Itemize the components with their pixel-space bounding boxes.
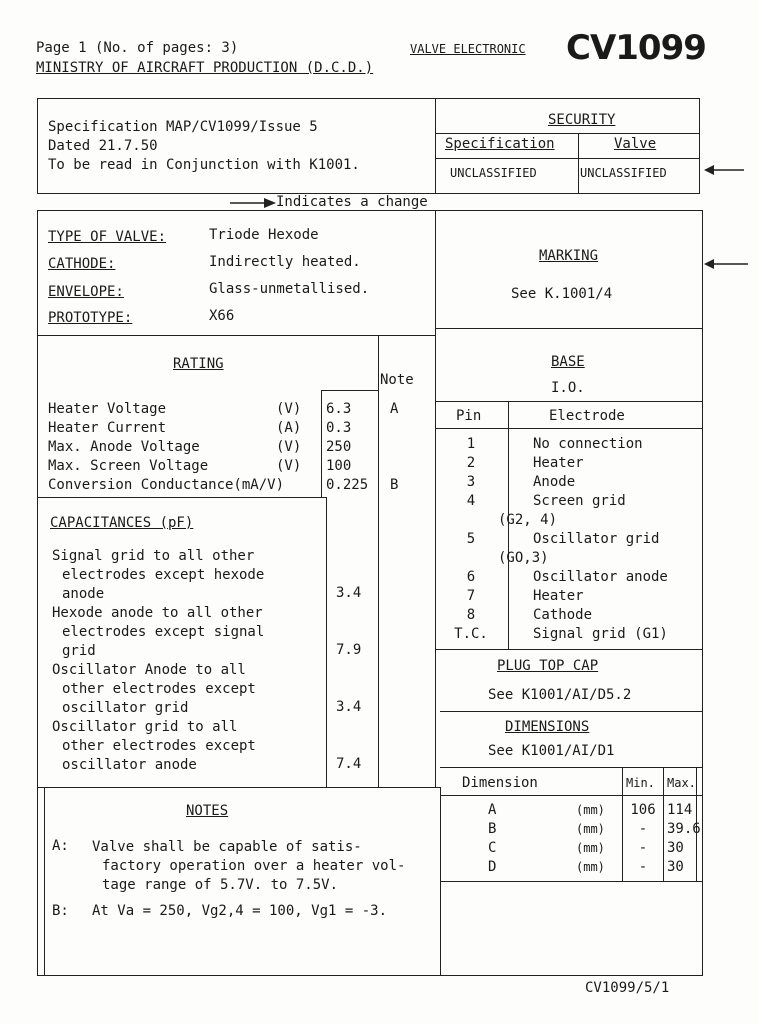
max-head: Max. — [667, 776, 696, 790]
dimension-min: - — [638, 840, 648, 856]
security-valve-value: UNCLASSIFIED — [580, 166, 667, 180]
pin-row — [438, 587, 698, 606]
capacitance-line: grid — [62, 643, 96, 659]
prototype-label: PROTOTYPE: — [48, 310, 133, 326]
type-value: Triode Hexode — [209, 227, 319, 243]
capacitances-title: CAPACITANCES (pF) — [50, 515, 194, 531]
pin-number: 4 — [466, 493, 476, 509]
dimensions-value: See K1001/AI/D1 — [488, 743, 615, 759]
capacitance-line: Oscillator grid to all — [52, 719, 238, 735]
rating-value: 250 — [326, 439, 352, 455]
dimension-row — [440, 820, 702, 839]
capacitance-value: 7.9 — [336, 642, 362, 658]
pin-number: 3 — [466, 474, 476, 490]
pin-number: 8 — [466, 607, 476, 623]
pin-number: T.C. — [454, 626, 488, 642]
specification-text: Specification MAP/CV1099/Issue 5 Dated 21.7.50 To be read in Conjunction with K1001. — [48, 119, 360, 173]
rating-value: 100 — [326, 458, 352, 474]
dimension-list — [440, 801, 702, 877]
dimension-row — [440, 858, 702, 877]
pin-number: 7 — [466, 588, 476, 604]
valve-electronic-label: VALVE ELECTRONIC — [410, 42, 526, 56]
pin-electrode: No connection — [533, 436, 643, 452]
capacitance-item — [52, 661, 372, 718]
pin-number: 2 — [466, 455, 476, 471]
pin-row — [438, 625, 698, 644]
rating-row — [48, 457, 418, 476]
footer-code: CV1099/5/1 — [585, 980, 670, 996]
capacitance-line: oscillator anode — [62, 757, 197, 773]
pin-electrode: Oscillator anode — [533, 569, 668, 585]
pin-electrode: Oscillator grid — [533, 531, 660, 547]
marking-title: MARKING — [539, 248, 599, 264]
rating-title: RATING — [173, 356, 224, 372]
capacitance-line: oscillator grid — [62, 700, 189, 716]
valve-code: CV1099 — [566, 28, 706, 68]
rating-note: A — [390, 401, 399, 417]
capacitance-line: electrodes except hexode — [62, 567, 265, 583]
pin-electrode: Heater — [533, 455, 584, 471]
pin-row — [438, 606, 698, 625]
capacitance-line: anode — [62, 586, 105, 602]
dimension-head: Dimension — [462, 775, 538, 791]
rating-unit: (V) — [276, 439, 302, 455]
pin-row — [438, 435, 698, 454]
capacitance-line: Hexode anode to all other — [52, 605, 263, 621]
dimensions-title: DIMENSIONS — [505, 719, 590, 735]
dimension-unit: (mm) — [576, 860, 605, 874]
ministry-line: MINISTRY OF AIRCRAFT PRODUCTION (D.C.D.) — [36, 60, 374, 76]
rating-value: 6.3 — [326, 401, 352, 417]
pin-row — [438, 511, 698, 530]
dimension-max: 30 — [667, 859, 684, 875]
dimension-min: 106 — [630, 802, 656, 818]
pin-row — [438, 549, 698, 568]
note-a-line: factory operation over a heater vol- — [102, 858, 406, 874]
envelope-value: Glass-unmetallised. — [209, 281, 370, 297]
capacitance-item — [52, 604, 372, 661]
dimension-unit: (mm) — [576, 822, 605, 836]
pin-electrode: Heater — [533, 588, 584, 604]
rating-unit: (V) — [276, 401, 302, 417]
pin-head: Pin — [456, 408, 482, 424]
pin-electrode: Screen grid — [533, 493, 626, 509]
dimension-row — [440, 801, 702, 820]
security-spec-value: UNCLASSIFIED — [450, 166, 537, 180]
capacitance-value: 3.4 — [336, 699, 362, 715]
cathode-label: CATHODE: — [48, 256, 116, 272]
capacitance-line: other electrodes except — [62, 681, 256, 697]
type-label: TYPE OF VALVE: — [48, 229, 167, 245]
plug-top-cap-title: PLUG TOP CAP — [497, 658, 599, 674]
rating-row — [48, 400, 418, 419]
rating-value: 0.225 — [326, 477, 369, 493]
pin-electrode: Cathode — [533, 607, 593, 623]
capacitance-line: Signal grid to all other — [52, 548, 255, 564]
dimension-unit: (mm) — [576, 803, 605, 817]
pin-row — [438, 492, 698, 511]
base-title: BASE — [551, 354, 585, 370]
note-a-key: A: — [52, 838, 69, 854]
pin-row — [438, 568, 698, 587]
note-a-line: Valve shall be capable of satis- — [92, 839, 362, 855]
capacitance-line: other electrodes except — [62, 738, 256, 754]
rating-row — [48, 419, 418, 438]
marking-change-arrow-icon — [704, 258, 748, 270]
change-note: Indicates a change — [276, 194, 428, 210]
pin-number: 1 — [466, 436, 476, 452]
dimension-max: 114 — [667, 802, 693, 818]
base-value: I.O. — [551, 380, 585, 396]
dimension-max: 39.6 — [667, 821, 701, 837]
capacitance-line: Oscillator Anode to all — [52, 662, 246, 678]
note-a-line: tage range of 5.7V. to 7.5V. — [102, 877, 339, 893]
dimension-row — [440, 839, 702, 858]
pin-electrode: (GO,3) — [498, 550, 549, 566]
rating-row — [48, 438, 418, 457]
note-a-text — [92, 838, 405, 895]
rating-label: Conversion Conductance(mA/V) — [48, 477, 285, 493]
dimension-letter: B — [488, 821, 497, 837]
capacitance-line: electrodes except signal — [62, 624, 265, 640]
pin-number: 6 — [466, 569, 476, 585]
cathode-value: Indirectly heated. — [209, 254, 361, 270]
rating-label: Max. Screen Voltage — [48, 458, 209, 474]
capacitance-value: 3.4 — [336, 585, 362, 601]
note-b-key: B: — [52, 903, 69, 919]
capacitance-item — [52, 547, 372, 604]
security-spec-head: Specification — [445, 136, 555, 152]
electrode-head: Electrode — [549, 408, 625, 424]
security-valve-head: Valve — [614, 136, 657, 152]
dimension-max: 30 — [667, 840, 684, 856]
note-head: Note — [380, 372, 414, 388]
pin-row — [438, 454, 698, 473]
capacitance-item — [52, 718, 372, 775]
notes-title: NOTES — [186, 803, 229, 819]
prototype-value: X66 — [209, 308, 235, 324]
rating-label: Max. Anode Voltage — [48, 439, 200, 455]
rating-note: B — [390, 477, 399, 493]
pin-electrode: Anode — [533, 474, 576, 490]
dimension-min: - — [638, 821, 648, 837]
pin-electrode: Signal grid (G1) — [533, 626, 668, 642]
dimension-letter: A — [488, 802, 497, 818]
pin-electrode: (G2, 4) — [498, 512, 558, 528]
envelope-label: ENVELOPE: — [48, 284, 124, 300]
pin-row — [438, 530, 698, 549]
plug-top-cap-value: See K1001/AI/D5.2 — [488, 687, 632, 703]
note-b-text: At Va = 250, Vg2,4 = 100, Vg1 = -3. — [92, 903, 388, 919]
rating-label: Heater Voltage — [48, 401, 167, 417]
page-count: Page 1 (No. of pages: 3) — [36, 40, 239, 56]
capacitance-value: 7.4 — [336, 756, 362, 772]
capacitance-list — [52, 547, 372, 775]
pin-number: 5 — [466, 531, 476, 547]
rating-unit: (V) — [276, 458, 302, 474]
dimension-unit: (mm) — [576, 841, 605, 855]
rating-row — [48, 476, 418, 495]
pin-row — [438, 473, 698, 492]
rating-value: 0.3 — [326, 420, 352, 436]
rating-rows — [48, 400, 418, 495]
rating-unit: (A) — [276, 420, 302, 436]
dimension-min: - — [638, 859, 648, 875]
change-arrow-icon — [704, 164, 744, 176]
change-indicator-icon — [230, 197, 276, 209]
security-title: SECURITY — [548, 112, 616, 128]
dimension-letter: C — [488, 840, 497, 856]
rating-label: Heater Current — [48, 420, 167, 436]
pin-list — [438, 435, 698, 644]
dimension-letter: D — [488, 859, 497, 875]
marking-value: See K.1001/4 — [511, 286, 613, 302]
min-head: Min. — [626, 776, 655, 790]
